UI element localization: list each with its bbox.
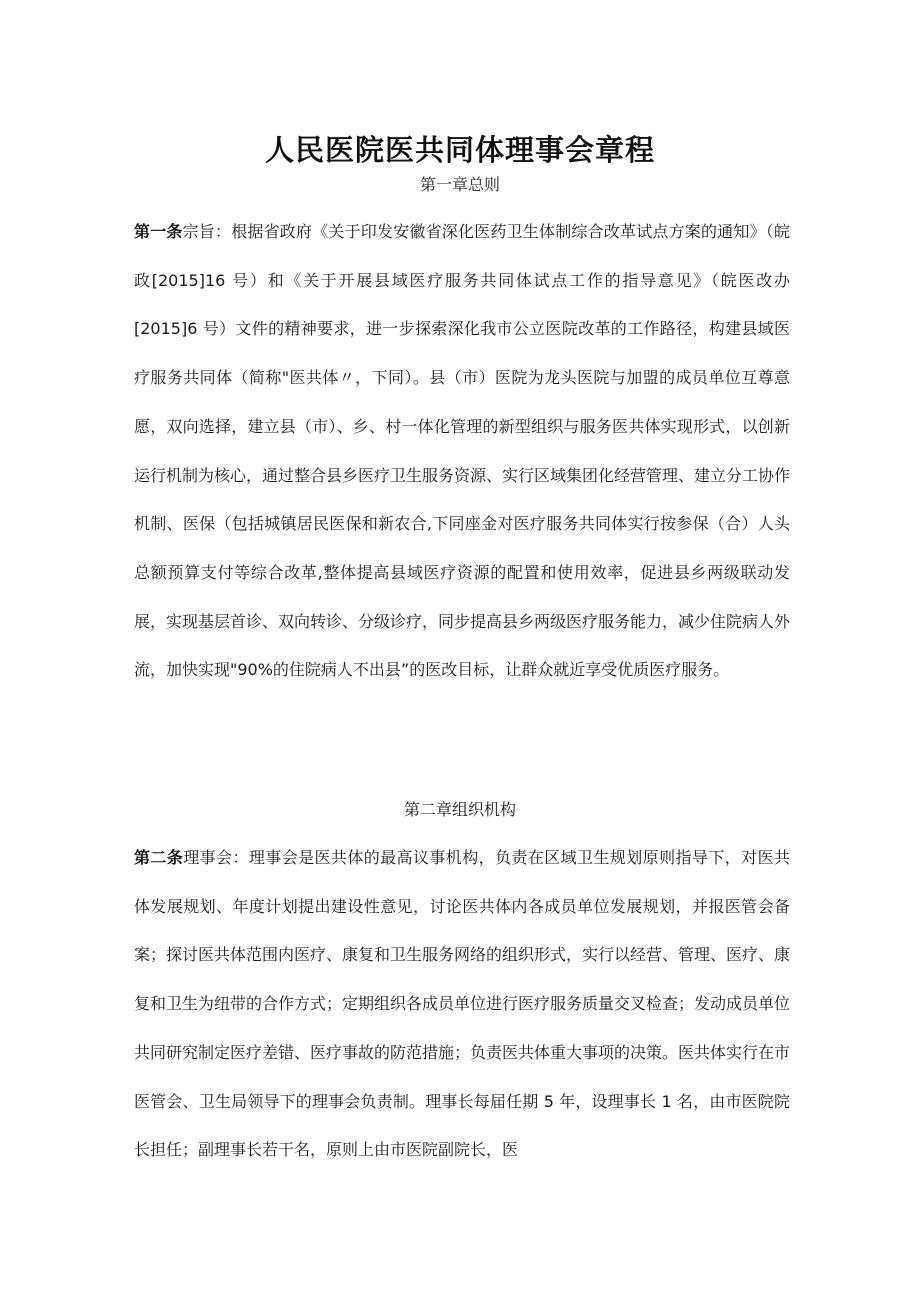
article-1-paragraph (134, 208, 790, 695)
article-2-label: 第二条 (134, 848, 184, 867)
chapter-2-heading: 第二章组织机构 (403, 800, 516, 819)
chapter-1-heading: 第一章总则 (419, 175, 500, 194)
article-2-body: 理事会：理事会是医共体的最高议事机构，负责在区域卫生规划原则指导下，对医共体发展规划、年度计划提出建设性意见，讨论医共体内各成员单位发展规划，并报医管会备案；探讨医共体范围内医疗、康复和卫生服务网络的组织形式，实行以经营、管理、医疗、康复和卫生为纽带的合作方式；定期组织各成员单位进行医疗服务质量交叉检查；发动成员单位共同研究制定医疗差错、医疗事故的防范措施；负责医共体重大事项的决策。医共体实行在市医管会、卫生局领导下的理事会负责制。理事长每届任期 5 年，设理事长 1 名，由市医院院长担任；副理事长若干名，原则上由市医院副院长，医 (134, 848, 791, 1160)
document-title: 人民医院医共同体理事会章程 (264, 133, 655, 168)
article-2-paragraph (134, 834, 790, 1175)
article-1-body: 宗旨：根据省政府《关于印发安徽省深化医药卫生体制综合改革试点方案的通知》（皖政[2015]16 号）和《关于开展县域医疗服务共同体试点工作的指导意见》（皖医改办[2015]6 号）文件的精神要求，进一步探索深化我市公立医院改革的工作路径，构建县域医疗服务共同体（简称"医共体〃，下同）。县（市）医院为龙头医院与加盟的成员单位互尊意愿，双向选择，建立县（市）、乡、村一体化管理的新型组织与服务医共体实现形式，以创新运行机制为核心，通过整合县乡医疗卫生服务资源、实行区域集团化经营管理、建立分工协作机制、医保（包括城镇居民医保和新农合,下同座金对医疗服务共同体实行按参保（合）人头总额预算支付等综合改革,整体提高县域医疗资源的配置和使用效率，促进县乡两级联动发展，实现基层首诊、双向转诊、分级诊疗，同步提高县乡两级医疗服务能力，减少住院病人外流，加快实现"90%的住院病人不出县”的医改目标，让群众就近享受优质医疗服务。 (134, 222, 791, 680)
article-1-label: 第一条 (134, 222, 183, 241)
